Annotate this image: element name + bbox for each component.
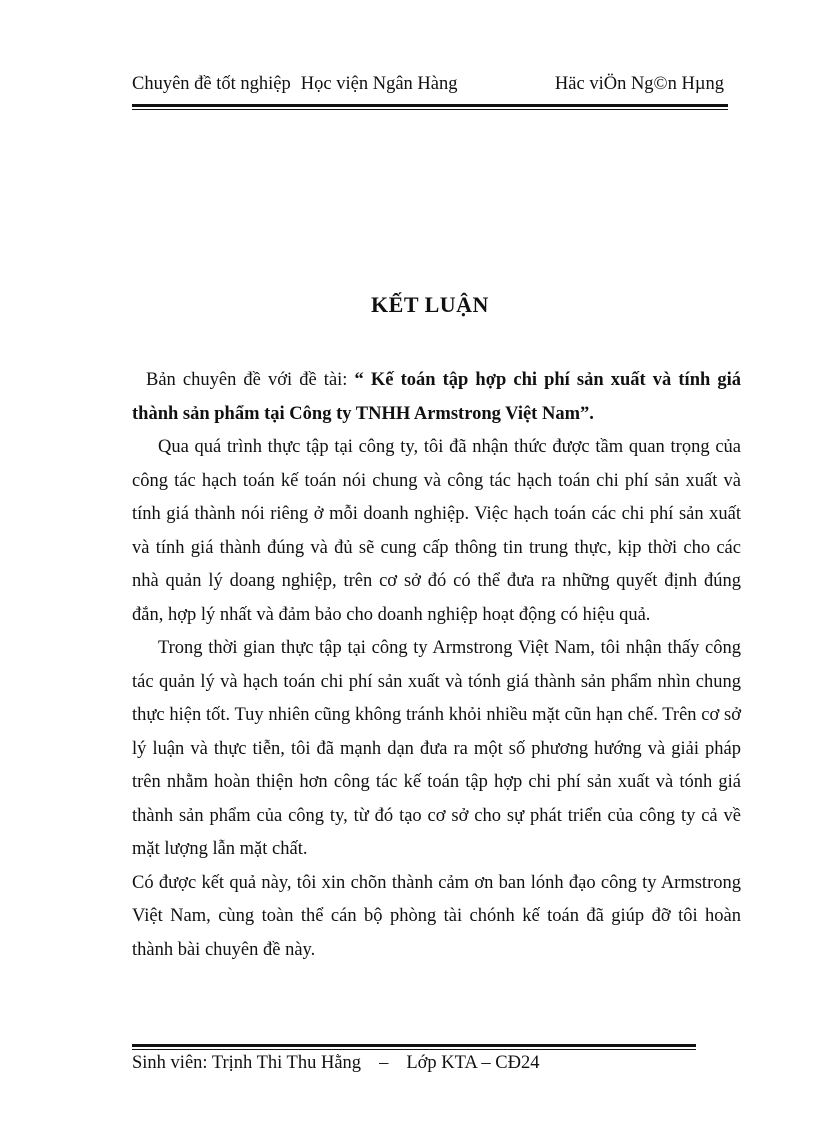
paragraph-1: Qua quá trình thực tập tại công ty, tôi đã nhận thức được tầm quan trọng của công tác hạch toán kế toán nói chung và công tác hạch toán chi phí sản xuất và tính giá thành nói riêng ở mỗi doanh nghiệp. Việc hạch toán các chi phí sản xuất và tính giá thành đúng và đủ sẽ cung cấp thông tin trung thực, kịp thời cho các nhà quản lý doang nghiệp, trên cơ sở đó có thể đưa ra những quyết định đúng đắn, hợp lý nhất và đảm bảo cho doanh nghiệp hoạt động có hiệu quả. <box>132 437 741 625</box>
page-title: KẾT LUẬN <box>371 292 489 317</box>
footer-separator: – <box>379 1053 389 1073</box>
header-left <box>132 74 457 95</box>
footer-rule <box>132 1044 696 1047</box>
page-footer <box>132 1053 540 1074</box>
header-rule-thin <box>132 109 728 110</box>
intro-paragraph <box>132 364 741 431</box>
paragraph-3: Có được kết quả này, tôi xin chõn thành cảm ơn ban lónh đạo công ty Armstrong Việt Nam, cùng toàn thể cán bộ phòng tài chónh kế toán đã giúp đỡ tôi hoàn thành bài chuyên đề này. <box>132 872 741 960</box>
header-right: Häc viÖn Ng©n Hµng <box>554 74 724 94</box>
body-text <box>132 364 741 967</box>
footer-rule-thin <box>132 1049 696 1050</box>
thesis-topic: “ Kế toán tập hợp chi phí sản xuất và tính giá thành sản phẩm tại Công ty TNHH Armstrong Việt Nam”. <box>132 370 742 424</box>
footer-class: Lớp KTA – CĐ24 <box>406 1053 540 1073</box>
header-institution: Học viện Ngân Hàng <box>300 74 458 94</box>
header-rule <box>132 104 728 107</box>
page-header <box>132 74 728 100</box>
intro-prefix: Bản chuyên đề với đề tài: <box>146 370 355 390</box>
footer-student: Sinh viên: Trịnh Thi Thu Hằng <box>132 1053 362 1073</box>
header-thesis-label: Chuyên đề tốt nghiệp <box>132 74 291 94</box>
paragraph-2: Trong thời gian thực tập tại công ty Armstrong Việt Nam, tôi nhận thấy công tác quản lý và hạch toán chi phí sản xuất và tónh giá thành sản phẩm nhìn chung thực hiện tốt. Tuy nhiên cũng không tránh khỏi nhiều mặt cũn hạn chế. Trên cơ sở lý luận và thực tiễn, tôi đã mạnh dạn đưa ra một số phương hướng và giải pháp trên nhằm hoàn thiện hơn công tác kế toán tập hợp chi phí sản xuất và tónh giá thành sản phẩm của công ty, từ đó tạo cơ sở cho sự phát triển của công ty cả về mặt lượng lẫn mặt chất. <box>132 638 741 859</box>
